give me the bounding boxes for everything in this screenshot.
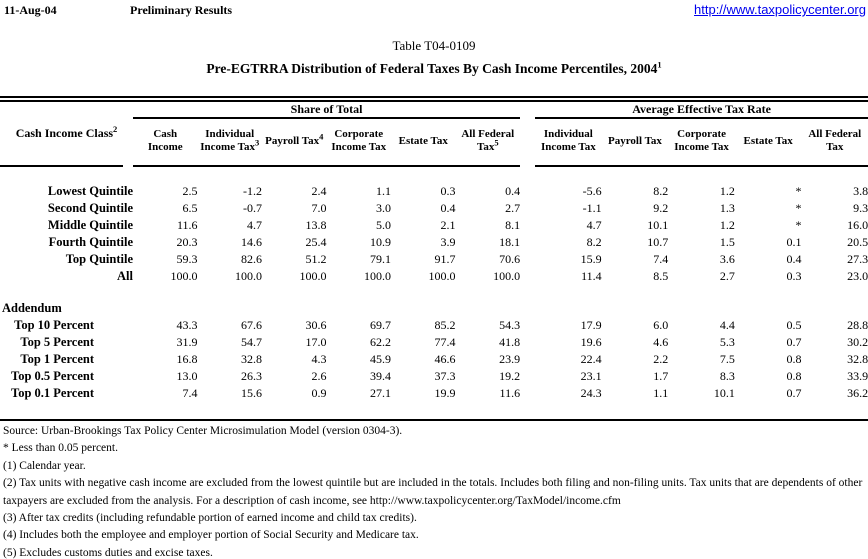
footnote-source: Source: Urban-Brookings Tax Policy Center Microsimulation Model (version 0304-3). [3,425,403,437]
share-cell: 3.9 [440,235,456,249]
footnote-4: (4) Includes both the employee and employer portion of Social Security and Medicare tax. [3,529,419,542]
share-cell: 8.1 [505,218,521,232]
share-cell: 70.6 [499,252,521,266]
spacer-row [0,165,868,183]
aetr-cell: 10.1 [647,218,669,232]
share-cell: 2.7 [505,201,521,215]
aetr-cell: 2.2 [653,352,669,366]
share-cell: 5.0 [376,218,391,232]
table-row [0,268,868,285]
aetr-cell: 22.4 [580,352,602,366]
aetr-cell: 0.5 [786,318,802,332]
share-cell: 45.9 [370,352,391,366]
share-cell: 46.6 [434,352,456,366]
aetr-cell: 15.9 [580,252,602,266]
addendum-label: Addendum [2,301,62,315]
table-row [0,251,868,268]
col-header-aetr-corporate-income-tax: Corporate Income Tax [674,128,729,153]
table-row [0,334,868,351]
row-label: Top 10 Percent [14,318,94,332]
share-cell: 59.3 [176,252,198,266]
addendum-label-row [0,300,868,317]
table-title: Table T04-0109 [392,38,476,53]
gap-cell [520,217,535,234]
gap-cell [520,334,535,351]
share-cell: 85.2 [434,318,456,332]
share-cell: 13.0 [176,369,198,383]
group-header-share: Share of Total [290,101,363,116]
share-cell: 27.1 [370,386,391,400]
share-cell: 6.5 [182,201,198,215]
footnote-3: (3) After tax credits (including refundable portion of earned income and child tax credits). [3,512,417,525]
aetr-cell: 16.0 [847,218,868,232]
aetr-cell: 23.0 [847,269,868,283]
gap-cell [520,368,535,385]
share-cell: 0.3 [440,184,456,198]
aetr-cell: 20.5 [847,235,868,249]
share-cell: 2.5 [182,184,198,198]
share-cell: 11.6 [499,386,521,400]
col-header-aetr-estate-tax: Estate Tax [743,134,793,147]
row-label: Top 0.5 Percent [11,369,94,383]
aetr-cell: 33.9 [847,369,868,383]
aetr-cell: 1.5 [719,235,735,249]
spacer-row [0,285,868,300]
share-cell: 18.1 [499,235,521,249]
share-cell: 62.2 [370,335,391,349]
aetr-cell: 0.3 [786,269,802,283]
col-header-individual-income-tax: Individual Income Tax$^3$ [200,128,260,153]
aetr-cell: 10.1 [713,386,735,400]
share-cell: 51.2 [305,252,327,266]
col-header-payroll-tax: Payroll Tax$^4$ [265,130,324,147]
share-cell: 100.0 [364,269,391,283]
site-link[interactable]: http://www.taxpolicycenter.org [694,2,866,17]
share-cell: 13.8 [305,218,327,232]
share-cell: 0.4 [505,184,521,198]
share-cell: 25.4 [305,235,327,249]
aetr-cell: 4.6 [653,335,669,349]
aetr-cell: 3.6 [719,252,735,266]
share-cell: 31.9 [176,335,198,349]
gap-cell [520,268,535,285]
share-cell: 7.0 [311,201,327,215]
share-cell: 2.6 [311,369,327,383]
share-cell: 26.3 [241,369,262,383]
share-cell: 100.0 [299,269,327,283]
col-header-corporate-income-tax: Corporate Income Tax [331,128,387,153]
row-label: Top 0.1 Percent [11,386,94,400]
aetr-cell: 9.2 [653,201,669,215]
col-header-all-federal-tax: All Federal Tax$^5$ [461,128,515,153]
col-header-cash-income: Cash Income [147,128,183,153]
aetr-cell: 24.3 [580,386,602,400]
col-header-aetr-all-federal-tax: All Federal Tax [808,128,862,153]
table-row [0,351,868,368]
share-cell: 20.3 [176,235,198,249]
share-cell: 14.6 [241,235,262,249]
footnote-1: (1) Calendar year. [3,459,86,472]
aetr-cell: 5.3 [719,335,735,349]
share-cell: 17.0 [305,335,327,349]
table-row [0,368,868,385]
aetr-cell: 4.7 [586,218,602,232]
aetr-cell: 1.7 [653,369,669,383]
share-cell: 54.3 [499,318,521,332]
aetr-cell: 1.2 [719,184,735,198]
group-gap [520,101,535,165]
row-label: Middle Quintile [47,218,133,232]
share-cell: 2.4 [311,184,327,198]
aetr-cell: 0.1 [786,235,802,249]
aetr-cell: 1.3 [719,201,735,215]
share-cell: 82.6 [241,252,262,266]
gap-cell [520,183,535,200]
share-cell: 19.9 [434,386,456,400]
share-cell: 4.3 [311,352,327,366]
aetr-cell: 8.2 [653,184,669,198]
aetr-cell: * [795,201,802,215]
row-header: Cash Income Class$^2$ [15,123,118,140]
table-row [0,200,868,217]
gap-cell [520,200,535,217]
page-date: 11-Aug-04 [4,3,57,17]
gap-cell [520,317,535,334]
share-cell: 100.0 [428,269,456,283]
table-subtitle: Pre-EGTRRA Distribution of Federal Taxes By Cash Income Percentiles, 2004$^1$ [206,59,662,76]
row-label: Second Quintile [47,201,133,215]
aetr-cell: 30.2 [847,335,868,349]
share-cell: 2.1 [440,218,456,232]
aetr-cell: 8.2 [586,235,602,249]
aetr-cell: 7.4 [653,252,669,266]
aetr-cell: 0.4 [786,252,802,266]
col-header-estate-tax: Estate Tax [398,134,448,147]
gap-cell [520,234,535,251]
share-cell: -1.2 [243,184,262,198]
table-row [0,234,868,251]
row-label: Fourth Quintile [48,235,133,249]
aetr-cell: 1.1 [653,386,669,400]
aetr-cell: 0.7 [786,335,802,349]
row-label: Top Quintile [65,252,133,266]
aetr-cell: 11.4 [581,269,602,283]
aetr-cell: 2.7 [719,269,735,283]
share-cell: 79.1 [370,252,391,266]
share-cell: 3.0 [376,201,391,215]
aetr-cell: * [795,218,802,232]
aetr-cell: 19.6 [580,335,602,349]
aetr-cell: 3.8 [853,184,868,198]
footnote-5: (5) Excludes customs duties and excise taxes. [3,546,213,559]
aetr-cell: 27.3 [847,252,868,266]
aetr-cell: 0.7 [786,386,802,400]
share-cell: 23.9 [499,352,521,366]
share-cell: 39.4 [370,369,391,383]
aetr-cell: * [795,184,802,198]
aetr-cell: -5.6 [582,184,602,198]
share-cell: 100.0 [493,269,521,283]
aetr-cell: 6.0 [653,318,669,332]
share-cell: 32.8 [241,352,262,366]
gap-cell [520,351,535,368]
row-label: All [117,269,133,283]
table-row [0,217,868,234]
share-cell: 91.7 [434,252,456,266]
table-row [0,317,868,334]
aetr-cell: -1.1 [582,201,602,215]
aetr-cell: 10.7 [647,235,669,249]
aetr-cell: 32.8 [847,352,868,366]
table-row [0,385,868,402]
row-label: Top 1 Percent [20,352,94,366]
share-cell: 16.8 [176,352,198,366]
share-cell: 67.6 [241,318,262,332]
col-header-aetr-payroll-tax: Payroll Tax [608,134,662,147]
aetr-cell: 4.4 [719,318,735,332]
table-row [0,183,868,200]
aetr-cell: 0.8 [786,369,802,383]
share-cell: 100.0 [235,269,262,283]
group-header-aetr: Average Effective Tax Rate [632,101,771,116]
share-cell: 11.6 [176,218,198,232]
share-cell: 43.3 [176,318,198,332]
share-cell: 37.3 [434,369,456,383]
share-cell: 0.4 [440,201,456,215]
share-cell: -0.7 [243,201,262,215]
aetr-cell: 28.8 [847,318,868,332]
aetr-cell: 8.3 [719,369,735,383]
share-cell: 41.8 [499,335,521,349]
footnote-asterisk: * Less than 0.05 percent. [3,442,118,455]
share-cell: 15.6 [241,386,262,400]
share-cell: 0.9 [311,386,327,400]
gap-cell [520,385,535,402]
tax-table [0,101,868,402]
row-label: Lowest Quintile [47,184,133,198]
aetr-cell: 0.8 [786,352,802,366]
footnote-2: (2) Tax units with negative cash income are excluded from the lowest quintile but are included in the totals. Includes both filing and non-filing units. Tax units that are dependents of other taxpayers are excluded from the analysis. For a description of cash income, see http://www.taxpolicycenter.org/TaxModel/income.cfm [3,477,863,507]
share-cell: 4.7 [247,218,262,232]
footnotes [3,423,865,559]
aetr-cell: 17.9 [580,318,602,332]
table-body [0,165,868,402]
aetr-cell: 36.2 [847,386,868,400]
aetr-cell: 8.5 [653,269,669,283]
gap-cell [520,251,535,268]
aetr-cell: 23.1 [580,369,602,383]
share-cell: 7.4 [182,386,198,400]
share-cell: 77.4 [434,335,456,349]
share-cell: 19.2 [499,369,521,383]
row-label: Top 5 Percent [20,335,94,349]
col-header-aetr-individual-income-tax: Individual Income Tax [541,128,596,153]
share-cell: 10.9 [370,235,391,249]
aetr-cell: 1.2 [719,218,735,232]
aetr-cell: 9.3 [853,201,868,215]
share-cell: 54.7 [241,335,262,349]
aetr-cell: 7.5 [719,352,735,366]
share-cell: 69.7 [370,318,391,332]
status-label: Preliminary Results [130,3,233,17]
share-cell: 30.6 [305,318,327,332]
share-cell: 1.1 [376,184,391,198]
share-cell: 100.0 [170,269,198,283]
table-rule-bottom [0,419,868,421]
